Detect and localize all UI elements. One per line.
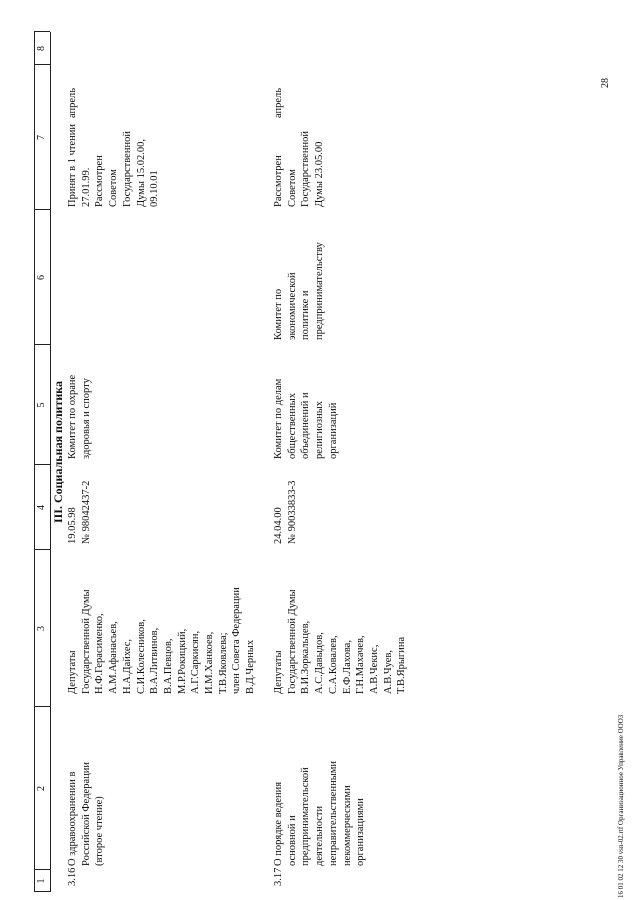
column-number: 2 xyxy=(36,786,47,791)
section-title: III. Социальная политика xyxy=(51,380,65,524)
column-number: 6 xyxy=(36,275,47,280)
bill-authors: Депутаты Государственной Думы Н.Ф.Герасименко, А.М.Афанасьев, Н.А.Дайхес, С.И.Колесников, В.А.Литвинов, В.А.Певцов, М.Р.Рокицкий, А.Г.Саркисян, И.М.Ханкоев, Т.В.Яковлева; член Совета Федерации В.Д.Черных xyxy=(67,587,257,694)
bill-committee: Комитет по охране здоровья и спорту xyxy=(67,374,92,459)
column-number: 1 xyxy=(36,878,47,884)
bill-date-number: 24.04.00 № 90033833-3 xyxy=(273,480,298,544)
bill-title: О порядке ведения основной и предпринимательской деятельности неправительственными некоммерческими организациями xyxy=(273,760,367,866)
bill-co-committee: Комитет по экономической политике и предпринимательству xyxy=(273,242,326,340)
column-number: 5 xyxy=(36,402,47,408)
file-footer: 16 01 02 12 30 vsn-02.rtf Организационное Управление ООО3 xyxy=(617,714,625,898)
bill-date-number: 19.05.98 № 98042437-2 xyxy=(67,480,92,544)
bill-status: Принят в 1 чтении 27.01.99. Рассмотрен Советом Государственной Думы 15.02.00, 09.10.01 xyxy=(67,124,161,207)
bill-month: апрель xyxy=(67,87,78,118)
column-number: 3 xyxy=(36,626,47,631)
page-number: 28 xyxy=(600,78,611,88)
bill-month: апрель xyxy=(273,87,284,118)
bill-authors: Депутаты Государственной Думы В.И.Зоркальцев, А.С.Давыдов, С.А.Ковалев, Е.Ф.Лахова, Г.Н.Махачев, А.В.Чекис, А.В.Чуев, Т.В.Ярыгина xyxy=(273,589,408,694)
row-number: 3.17 xyxy=(273,867,284,886)
column-number: 4 xyxy=(36,505,47,510)
bill-status: Рассмотрен Советом Государственной Думы 23.05.00 xyxy=(273,131,326,207)
bill-committee: Комитет по делам общественных объединений и религиозных организаций xyxy=(273,378,339,459)
column-number: 8 xyxy=(36,46,47,51)
bill-title: О здравоохранении в Российской Федерации (второе чтение) xyxy=(67,762,106,866)
row-number: 3.16 xyxy=(67,867,78,886)
column-number: 7 xyxy=(36,135,47,140)
